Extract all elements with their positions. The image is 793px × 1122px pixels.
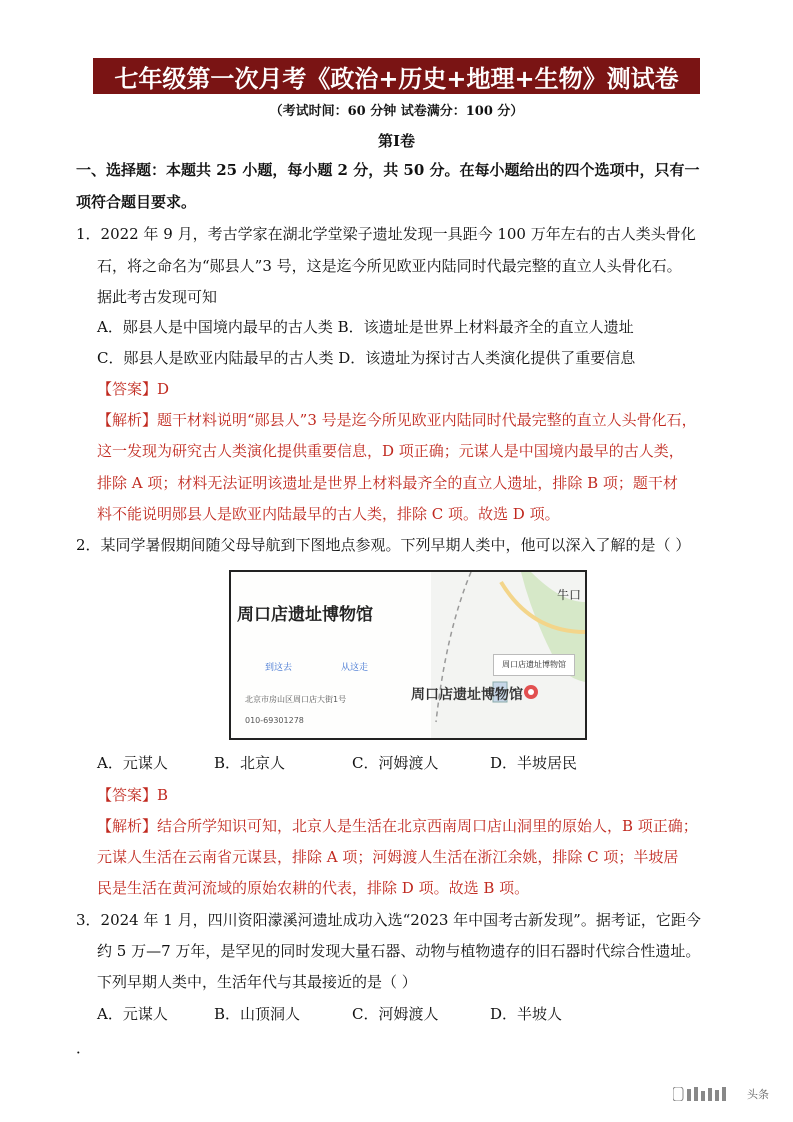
question-2-analysis: 民是生活在黄河流域的原始农耕的代表，排除 D 项。故选 B 项。: [97, 879, 530, 897]
watermark: [673, 1086, 769, 1102]
question-1-answer: 【答案】D: [97, 380, 170, 398]
to-here-link[interactable]: 到这去: [265, 663, 293, 673]
signal-bars-icon: [673, 1087, 743, 1101]
question-3-stem: 约 5 万—7 万年，是罕见的同时发现大量石器、动物与植物遗存的旧石器时代综合性遗址。: [97, 942, 701, 960]
question-3-stem: 下列早期人类中，生活年代与其最接近的是（ ）: [97, 973, 417, 991]
question-1-option: C．郧县人是欧亚内陆最早的古人类 D．该遗址为探讨古人类演化提供了重要信息: [97, 349, 636, 367]
question-3-stem: 3．2024 年 1 月，四川资阳濛溪河遗址成功入选“2023 年中国考古新发现”。据考证，它距今: [76, 911, 701, 929]
question-1-stem: 1．2022 年 9 月，考古学家在湖北学堂梁子遗址发现一具距今 100 万年左右的古人类头骨化: [76, 225, 696, 243]
question-2-analysis: 元谋人生活在云南省元谋县，排除 A 项；河姆渡人生活在浙江余姚，排除 C 项；半坡居: [97, 848, 679, 866]
footer-dot: ．: [76, 1039, 92, 1057]
question-3-option: A．元谋人: [97, 1005, 168, 1023]
map-place-label: 周口店遗址博物馆: [411, 687, 523, 703]
question-3-option: B．山顶洞人: [214, 1005, 301, 1023]
question-2-analysis: 【解析】结合所学知识可知，北京人是生活在北京西南周口店山洞里的原始人，B 项正确；: [97, 817, 698, 835]
question-1-analysis: 这一发现为研究古人类演化提供重要信息，D 项正确；元谋人是中国境内最早的古人类，: [97, 442, 684, 460]
instructions-line: 项符合题目要求。: [76, 193, 197, 211]
map-title: 周口店遗址博物馆: [237, 605, 373, 625]
instructions-line: 一、选择题：本题共 25 小题，每小题 2 分，共 50 分。在每小题给出的四个选项中，只有一: [76, 161, 700, 179]
map-corner-label: 牛口: [557, 588, 582, 602]
section-title: 第Ⅰ卷: [377, 132, 416, 150]
question-2-option: B．北京人: [214, 754, 286, 772]
question-2-option: C．河姆渡人: [352, 754, 439, 772]
map-figure: [229, 570, 587, 740]
map-phone: 010-69301278: [245, 716, 304, 725]
question-2-option: A．元谋人: [97, 754, 168, 772]
question-2-answer: 【答案】B: [97, 786, 169, 804]
question-1-stem: 石，将之命名为“郧县人”3 号，这是迄今所见欧亚内陆同时代最完整的直立人头骨化石。: [97, 257, 682, 275]
question-1-analysis: 排除 A 项；材料无法证明该遗址是世界上材料最齐全的直立人遗址，排除 B 项；题干材: [97, 474, 678, 492]
from-here-link[interactable]: 从这走: [341, 663, 369, 673]
watermark-text: 头条: [747, 1088, 769, 1101]
page-title: 七年级第一次月考《政治+历史+地理+生物》测试卷: [93, 58, 700, 94]
question-1-stem: 据此考古发现可知: [97, 288, 218, 306]
question-1-option: A．郧县人是中国境内最早的古人类 B．该遗址是世界上材料最齐全的直立人遗址: [97, 318, 634, 336]
map-popup: 周口店遗址博物馆: [493, 654, 575, 676]
question-1-analysis: 料不能说明郧县人是欧亚内陆最早的古人类，排除 C 项。故选 D 项。: [97, 505, 560, 523]
exam-info: （考试时间：60 分钟 试卷满分：100 分）: [269, 104, 524, 119]
question-3-option: D．半坡人: [490, 1005, 563, 1023]
question-2-option: D．半坡居民: [490, 754, 578, 772]
question-2-stem: 2．某同学暑假期间随父母导航到下图地点参观。下列早期人类中，他可以深入了解的是（ ）: [76, 536, 691, 554]
question-1-analysis: 【解析】题干材料说明“郧县人”3 号是迄今所见欧亚内陆同时代最完整的直立人头骨化石，: [97, 411, 697, 429]
map-address: 北京市房山区周口店大街1号: [245, 695, 347, 704]
question-3-option: C．河姆渡人: [352, 1005, 439, 1023]
